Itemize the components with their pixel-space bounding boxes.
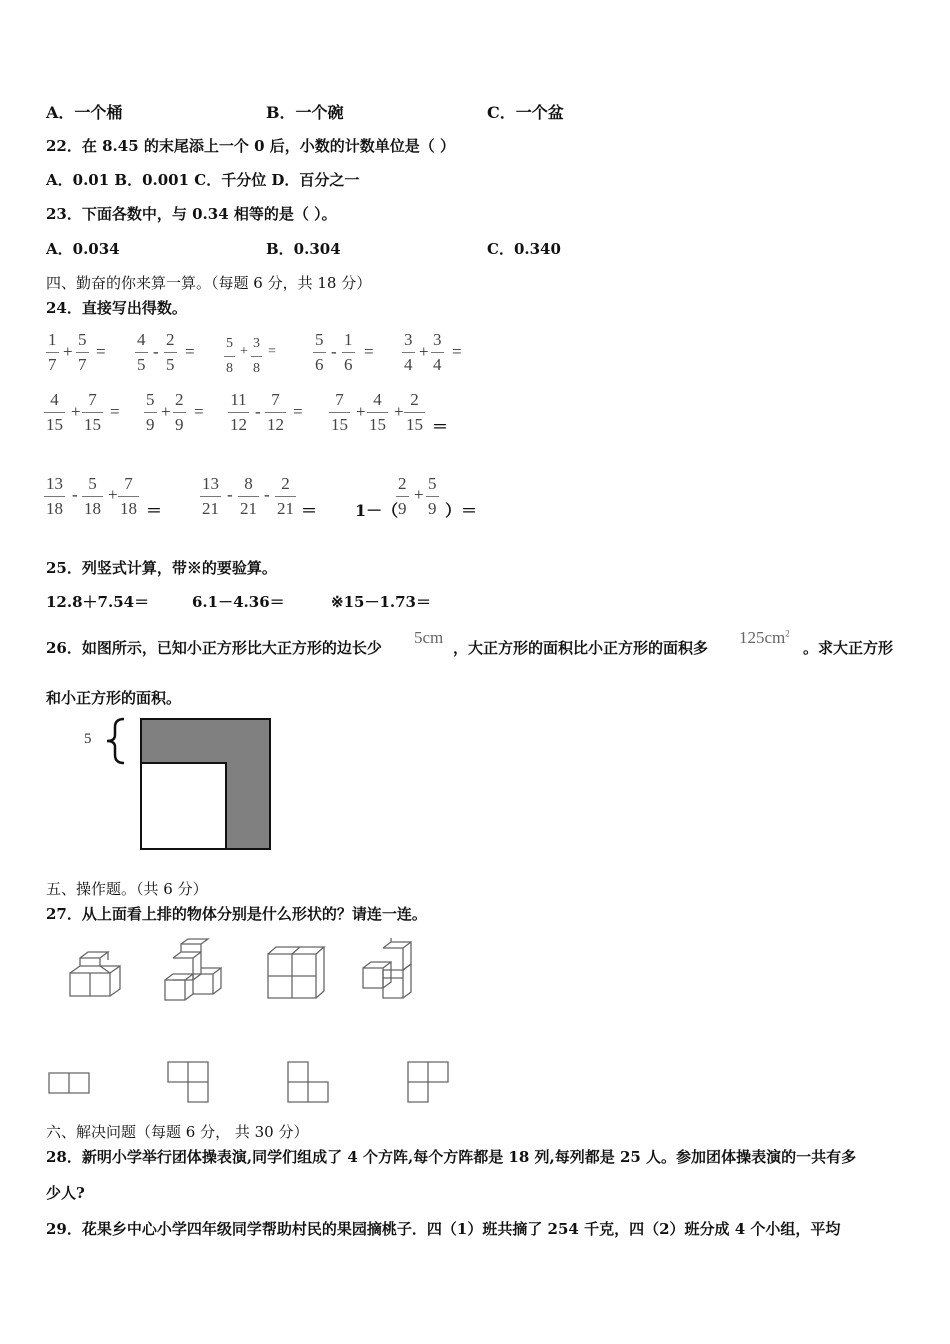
operator: + bbox=[394, 402, 404, 421]
fraction: 13 21 bbox=[202, 474, 219, 518]
equals-sign: = bbox=[96, 342, 106, 361]
top-view-1 bbox=[49, 1073, 89, 1093]
fraction: 5 7 bbox=[78, 330, 87, 374]
expression-prefix: 1－（ bbox=[355, 501, 399, 520]
cube-stack-3 bbox=[268, 947, 324, 998]
fraction: 1 6 bbox=[344, 330, 353, 374]
equals-sign: ＝ bbox=[146, 501, 163, 520]
cube-stack-4 bbox=[363, 938, 411, 998]
fraction: 5 9 bbox=[428, 474, 437, 518]
equals-sign: = bbox=[452, 342, 462, 361]
equals-sign: ＝ bbox=[301, 501, 318, 520]
cube-stack-2 bbox=[165, 939, 221, 1000]
q26-question-part-4: 和小正方形的面积。 bbox=[46, 689, 182, 707]
fraction: 1 7 bbox=[48, 330, 57, 374]
fraction: 5 8 bbox=[226, 336, 233, 376]
operator: - bbox=[331, 342, 337, 361]
q26-squares-figure bbox=[100, 715, 280, 855]
q26-question-part-3: 。求大正方形 bbox=[803, 639, 894, 657]
fraction: 4 15 bbox=[369, 390, 386, 434]
equals-sign: = bbox=[194, 402, 204, 421]
expression-suffix: ）＝ bbox=[445, 501, 478, 520]
q25-question: 25．列竖式计算，带※的要验算。 bbox=[46, 559, 277, 577]
fraction: 4 15 bbox=[46, 390, 63, 434]
q23-option-c: C．0.340 bbox=[487, 240, 561, 258]
q23-question: 23．下面各数中，与 0.34 相等的是（ ）。 bbox=[46, 205, 337, 223]
operator: - bbox=[264, 485, 270, 504]
q27-question: 27．从上面看上排的物体分别是什么形状的？请连一连。 bbox=[46, 905, 427, 923]
equals-sign: ＝ bbox=[432, 417, 449, 436]
operator: + bbox=[161, 402, 171, 421]
q27-top-views bbox=[40, 1056, 470, 1108]
fraction: 8 21 bbox=[240, 474, 257, 518]
top-view-3 bbox=[288, 1062, 328, 1102]
fraction: 7 12 bbox=[267, 390, 284, 434]
fraction: 3 4 bbox=[433, 330, 442, 374]
section-5-title: 五、操作题。（共 6 分） bbox=[46, 880, 208, 898]
equals-sign: = bbox=[185, 342, 195, 361]
section-4-title: 四、勤奋的你来算一算。（每题 6 分，共 18 分） bbox=[46, 274, 372, 292]
fraction: 7 15 bbox=[331, 390, 348, 434]
q26-question-part-2: ，大正方形的面积比小正方形的面积多 bbox=[453, 639, 709, 657]
q24-question: 24．直接写出得数。 bbox=[46, 299, 187, 317]
q28-question-line-2: 少人? bbox=[46, 1184, 85, 1202]
operator: + bbox=[71, 402, 81, 421]
fraction: 2 9 bbox=[175, 390, 184, 434]
q29-question: 29．花果乡中心小学四年级同学帮助村民的果园摘桃子．四（1）班共摘了 254 千克，四（2）班分成 4 个小组，平均 bbox=[46, 1220, 841, 1238]
equals-sign: = bbox=[293, 402, 303, 421]
q23-option-b: B．0.304 bbox=[266, 240, 341, 258]
fraction: 4 5 bbox=[137, 330, 146, 374]
equals-sign: = bbox=[110, 402, 120, 421]
operator: + bbox=[419, 342, 429, 361]
operator: - bbox=[227, 485, 233, 504]
fraction: 2 15 bbox=[406, 390, 423, 434]
fraction: 3 8 bbox=[253, 336, 260, 376]
fraction: 11 12 bbox=[230, 390, 247, 434]
fraction: 2 5 bbox=[166, 330, 175, 374]
q26-figure-label: 5 bbox=[84, 731, 92, 747]
q25-item-1: 12.8＋7.54＝ bbox=[46, 593, 150, 611]
operator: + bbox=[356, 402, 366, 421]
operator: + bbox=[414, 485, 424, 504]
equals-sign: = bbox=[364, 342, 374, 361]
q22-options: A．0.01 B．0.001 C．千分位 D．百分之一 bbox=[46, 171, 360, 189]
operator: - bbox=[72, 485, 78, 504]
q21-option-a: A．一个桶 bbox=[46, 103, 123, 122]
small-square bbox=[141, 763, 226, 849]
fraction: 7 18 bbox=[120, 474, 137, 518]
q25-item-3: ※15－1.73＝ bbox=[331, 593, 431, 611]
q25-item-2: 6.1－4.36＝ bbox=[192, 593, 285, 611]
brace-icon bbox=[107, 719, 124, 763]
operator: - bbox=[153, 342, 159, 361]
q23-option-a: A．0.034 bbox=[46, 240, 120, 258]
q28-question-line-1: 28．新明小学举行团体操表演,同学们组成了 4 个方阵,每个方阵都是 18 列,每列都是 25 人。参加团体操表演的一共有多 bbox=[46, 1148, 857, 1166]
q22-question: 22．在 8.45 的末尾添上一个 0 后，小数的计数单位是（ ） bbox=[46, 137, 455, 155]
operator: + bbox=[240, 344, 248, 359]
fraction: 2 21 bbox=[277, 474, 294, 518]
q21-option-c: C．一个盆 bbox=[487, 103, 564, 122]
operator: + bbox=[63, 342, 73, 361]
fraction: 5 6 bbox=[315, 330, 324, 374]
fraction: 5 9 bbox=[146, 390, 155, 434]
fraction: 7 15 bbox=[84, 390, 101, 434]
equals-sign: = bbox=[268, 344, 276, 359]
q26-question-part-1: 26．如图所示，已知小正方形比大正方形的边长少 bbox=[46, 639, 382, 657]
fraction: 13 18 bbox=[46, 474, 63, 518]
top-view-2 bbox=[168, 1062, 208, 1102]
q27-objects bbox=[60, 938, 480, 1008]
q26-unit-length: 5cm bbox=[414, 628, 444, 647]
fraction: 5 18 bbox=[84, 474, 101, 518]
q21-option-b: B．一个碗 bbox=[266, 103, 344, 122]
top-view-4 bbox=[408, 1062, 448, 1102]
operator: - bbox=[255, 402, 261, 421]
operator: + bbox=[108, 485, 118, 504]
cube-stack-1 bbox=[70, 952, 120, 996]
fraction: 2 9 bbox=[398, 474, 407, 518]
q26-unit-area: $125cm^2$ bbox=[739, 628, 790, 647]
fraction: 3 4 bbox=[404, 330, 413, 374]
section-6-title: 六、解决问题（每题 6 分， 共 30 分） bbox=[46, 1123, 309, 1141]
